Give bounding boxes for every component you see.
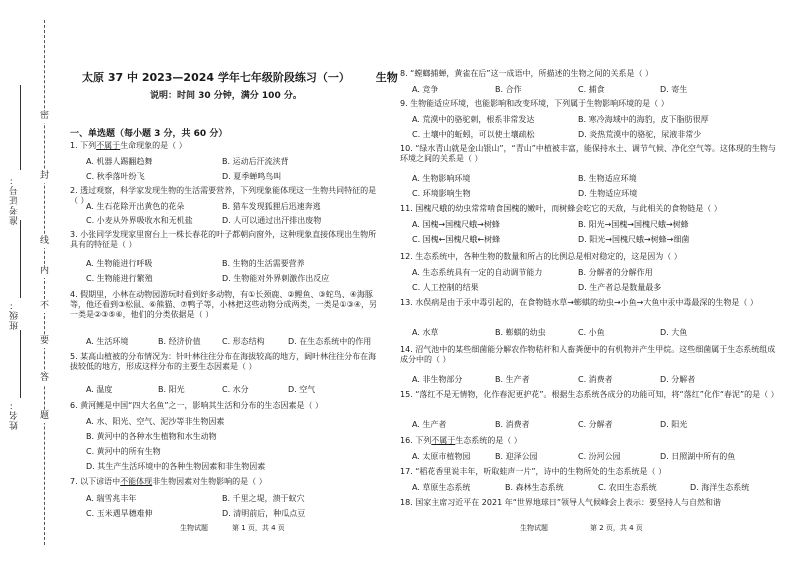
seal-char: 不 <box>39 301 49 311</box>
option[interactable]: D. 阳光→国槐尺蛾→树蜂→细菌 <box>578 235 690 244</box>
option[interactable]: A. 太原市植物园 <box>412 452 471 461</box>
option[interactable]: C. 形态结构 <box>222 337 265 346</box>
option[interactable]: A. 温度 <box>86 385 113 394</box>
question-6: 6. 黄河鲤是中国“四大名鱼”之一，影响其生活和分布的生态因素是（ ） <box>70 401 324 410</box>
option[interactable]: B. 猎车发现狐狸后迅速奔逃 <box>222 202 321 211</box>
option[interactable]: B. 生物适应环境 <box>578 174 637 183</box>
option[interactable]: A. 生石花除开出黄色的花朵 <box>86 202 185 211</box>
option[interactable]: A. 水草 <box>412 328 439 337</box>
seal-char: 内 <box>39 266 49 276</box>
seal-char: 答 <box>39 373 49 383</box>
option[interactable]: D. 清明前后，种瓜点豆 <box>222 509 306 518</box>
question-17: 17. “稻花香里说丰年，听取蛙声一片”，诗中的生物所处的生态系统是（ ） <box>400 467 667 476</box>
seal-char: 封 <box>39 171 49 181</box>
option[interactable]: D. 大鱼 <box>660 328 688 337</box>
option[interactable]: D. 夏季蝉鸣鸟叫 <box>222 172 282 181</box>
option[interactable]: B. 阳光→国槐→国槐尺蛾→树蜂 <box>578 220 689 229</box>
option[interactable]: C. 小麦从外界吸收水和无机盐 <box>86 216 193 225</box>
option[interactable]: D. 分解者 <box>660 375 696 384</box>
option[interactable]: D. 其生产生活环境中的各种生物因素和非生物因素 <box>86 462 266 471</box>
exam-number-label: 准考证号： <box>10 175 20 225</box>
seal-char: 密 <box>39 111 49 121</box>
question-2: 2. 透过观察，科学家发现生物的生活需要营养，下列现象能体现这一生物共同特征的是（ ） <box>70 186 377 205</box>
exam-note: 说明：时间 30 分钟，满分 100 分。 <box>150 91 302 101</box>
option[interactable]: B. 黄河中的各种水生植物和水生动物 <box>86 432 217 441</box>
question-18: 18. 国家主席习近平在 2021 年“世界地球日”领导人气候峰会上表示：要坚持人与自然和谐 <box>400 498 721 507</box>
option[interactable]: B. 分解者的分解作用 <box>578 268 653 277</box>
option[interactable]: C. 捕食 <box>578 85 605 94</box>
option[interactable]: C. 分解者 <box>578 420 613 429</box>
option[interactable]: C. 环境影响生物 <box>412 189 471 198</box>
option[interactable]: B. 运动后汗流浃背 <box>222 157 289 166</box>
exam-title <box>82 69 398 85</box>
option[interactable]: A. 机器人踢翻趋舞 <box>86 157 153 166</box>
option[interactable]: A. 非生物部分 <box>412 375 463 384</box>
question-5: 5. 某高山植被的分布情况为：针叶林往往分布在海拔较高的地方，阔叶林往往分布在海拔较低的地方，形成这样分布的主要生态因素是（ ） <box>70 352 377 371</box>
option[interactable]: A. 生产者 <box>412 420 447 429</box>
question-1: 1. 下列不属于生命现象的是（ ） <box>70 141 187 150</box>
option[interactable]: C. 黄河中的所有生物 <box>86 447 161 456</box>
option[interactable]: D. 阳光 <box>660 420 688 429</box>
option[interactable]: C. 汾河公园 <box>578 452 621 461</box>
name-label: 姓名： <box>10 400 20 430</box>
option[interactable]: B. 生产者 <box>495 375 530 384</box>
class-label: 班级： <box>10 300 20 330</box>
option[interactable]: C. 水分 <box>222 385 249 394</box>
seal-char: 线 <box>39 236 49 246</box>
question-9: 9. 生物能适应环境，也能影响和改变环境，下列属于生物影响环境的是（ ） <box>400 99 669 108</box>
option[interactable]: C. 消费者 <box>578 375 613 384</box>
question-8: 8. “螳螂捕蝉，黄雀在后”这一成语中，所描述的生物之间的关系是（ ） <box>400 69 654 78</box>
footer-subject: 生物试题 <box>180 524 208 532</box>
option[interactable]: D. 在生态系统中的作用 <box>288 337 372 346</box>
name-field[interactable] <box>20 330 21 398</box>
question-15: 15. “落红不是无情物，化作春泥更护花”。根据生态系统各成分的功能可知，将“落红”化作“春泥”的是（ ） <box>400 390 779 399</box>
section-heading: 一、单选题（每小题 3 分，共 60 分） <box>70 129 228 139</box>
footer-page: 第 1 页，共 4 页 <box>232 524 285 532</box>
option[interactable]: B. 千里之堤，溃于蚁穴 <box>222 494 305 503</box>
question-3: 3. 小张同学发现家里窗台上一株长春花的叶子都朝向窗外，这种现象直接体现出生物所具有的特征是（ ） <box>70 230 377 249</box>
class-field[interactable] <box>20 220 21 298</box>
option[interactable]: C. 土壤中的蚯蚓，可以使土壤疏松 <box>412 130 535 139</box>
question-12: 12. 生态系统中，各种生物的数量和所占的比例总是相对稳定的，这是因为（ ） <box>400 252 682 261</box>
option[interactable]: C. 农田生态系统 <box>598 483 657 492</box>
option[interactable]: A. 草原生态系统 <box>412 483 471 492</box>
option[interactable]: C. 玉米遇旱穗难伸 <box>86 509 153 518</box>
option[interactable]: A. 国槐→国槐尺蛾→树蜂 <box>412 220 500 229</box>
option[interactable]: B. 经济价值 <box>158 337 201 346</box>
option[interactable]: C. 小鱼 <box>578 328 605 337</box>
option[interactable]: A. 荒漠中的骆驼刺，根系非常发达 <box>412 115 535 124</box>
school-name: 太原 37 中 <box>82 71 138 84</box>
seal-dashed-line <box>44 20 45 545</box>
option[interactable]: B. 合作 <box>495 85 522 94</box>
option[interactable]: C. 国槐←国槐尺蛾←树蜂 <box>412 235 501 244</box>
exam-name: 2023—2024 学年七年级阶段练习（一） <box>141 71 350 84</box>
option[interactable]: B. 蟛蜞的幼虫 <box>495 328 546 337</box>
option[interactable]: B. 消费者 <box>495 420 530 429</box>
option[interactable]: D. 寄生 <box>660 85 688 94</box>
option[interactable]: A. 瑞雪兆丰年 <box>86 494 137 503</box>
option[interactable]: D. 海洋生态系统 <box>690 483 750 492</box>
option[interactable]: A. 水、阳光、空气、泥沙等非生物因素 <box>86 417 225 426</box>
option[interactable]: B. 森林生态系统 <box>505 483 564 492</box>
option[interactable]: D. 炎热荒漠中的骆驼，尿液非常少 <box>578 130 702 139</box>
option[interactable]: C. 人工控制的结果 <box>412 283 479 292</box>
option[interactable]: A. 生物能进行呼吸 <box>86 259 153 268</box>
option[interactable]: D. 生物能对外界刺激作出反应 <box>222 274 330 283</box>
option[interactable]: A. 生物影响环境 <box>412 174 471 183</box>
subject-name: 生物 <box>375 71 398 84</box>
question-7: 7. 以下谚语中不能体现非生物因素对生物影响的是（ ） <box>70 477 267 486</box>
question-13: 13. 水俣病是由于汞中毒引起的，在食物链水草→蟛蜞的幼虫→小鱼→大鱼中汞中毒最深的生物是（ ） <box>400 298 758 307</box>
question-4: 4. 假期里，小林在动物园游玩时看到好多动物，有①长颈鹿、②鲤鱼、③蛇鸟、④海豚等，他还看到③松鼠、⑥熊猫、⑦鸭子等，小林把这些动物分成两类，一类是①③④，另一类是②③⑤⑥，他们的分类依据是（ ） <box>70 290 378 319</box>
option[interactable]: A. 竞争 <box>412 85 439 94</box>
footer-page: 第 2 页，共 4 页 <box>590 524 643 532</box>
exam-number-field[interactable] <box>20 85 21 170</box>
binding-margin <box>0 0 62 561</box>
option[interactable]: D. 生产者总是数量最多 <box>578 283 662 292</box>
seal-char: 题 <box>39 411 49 421</box>
option[interactable]: D. 生物适应环境 <box>578 189 638 198</box>
question-16: 16. 下列不属于生态系统的是（ ） <box>400 436 522 445</box>
question-10: 10. “绿水青山就是金山银山”，“青山”中植被丰富，能保持水土、调节气候、净化空气等。这体现的生物与环境之间的关系是（ ） <box>400 144 776 163</box>
option[interactable]: D. 日照湖中所有的鱼 <box>660 452 736 461</box>
option[interactable]: B. 迎泽公园 <box>495 452 538 461</box>
option[interactable]: C. 生物能进行繁殖 <box>86 274 153 283</box>
option[interactable]: B. 寒冷海域中的海豹，皮下脂肪很厚 <box>578 115 709 124</box>
option[interactable]: B. 生物的生活需要营养 <box>222 259 305 268</box>
option[interactable]: B. 阳光 <box>158 385 185 394</box>
option[interactable]: D. 空气 <box>288 385 316 394</box>
option[interactable]: C. 秋季落叶纷飞 <box>86 172 145 181</box>
footer-subject: 生物试题 <box>520 524 548 532</box>
seal-char: 要 <box>39 336 49 346</box>
option[interactable]: A. 生活环境 <box>86 337 129 346</box>
option[interactable]: D. 人可以通过出汗排出废物 <box>222 216 322 225</box>
question-14: 14. 沼气池中的某些细菌能分解农作物秸秆和人畜粪便中的有机物并产生甲烷。这些细菌属于生态系统组成成分中的（ ） <box>400 345 776 364</box>
question-11: 11. 国槐尺蛾的幼虫常常啃食国槐的嫩叶，而树蜂会吃它的天敌，与此相关的食物链是（ ） <box>400 204 722 213</box>
option[interactable]: A. 生态系统具有一定的自动调节能力 <box>412 268 543 277</box>
